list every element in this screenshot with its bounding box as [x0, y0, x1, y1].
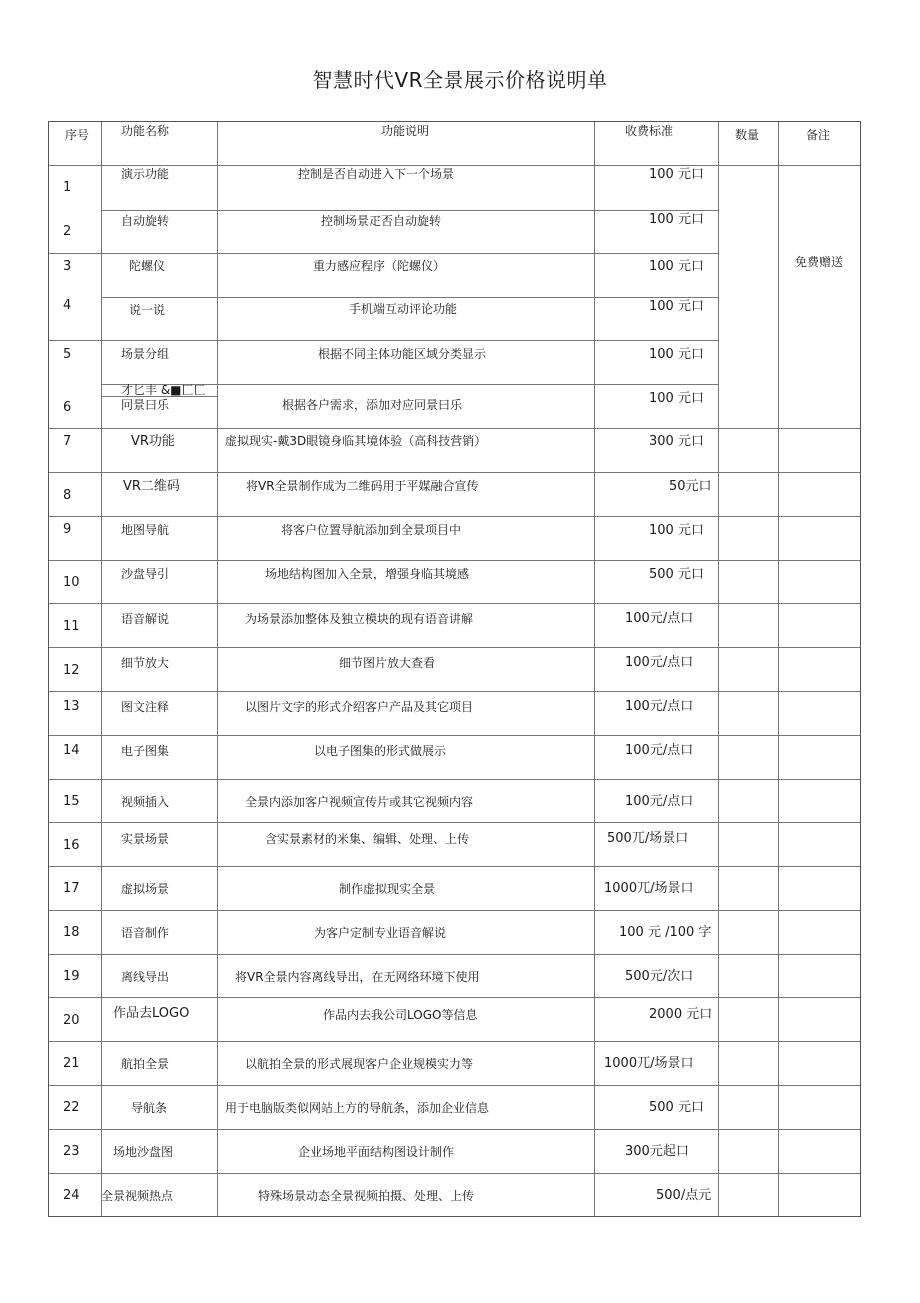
row-seq: 6: [63, 400, 72, 415]
row-seq: 19: [63, 969, 80, 984]
row-seq: 23: [63, 1144, 80, 1159]
row-divider: [49, 647, 860, 648]
row-price: 500/点元: [656, 1188, 712, 1203]
row-seq: 17: [63, 881, 80, 896]
row-price: 100元/点口: [625, 655, 694, 670]
row-name: 作品去LOGO: [113, 1006, 190, 1021]
row-name: 场景分组: [121, 347, 170, 361]
row-divider: [49, 910, 860, 911]
row-price: 100 元口: [649, 347, 704, 362]
row-divider: [49, 560, 860, 561]
row-seq: 11: [63, 619, 80, 634]
row-desc: 场地结构图加入全景，增强身临其境感: [265, 567, 470, 581]
row-name: 地图导航: [121, 523, 170, 537]
row-price: 500 元口: [649, 567, 704, 582]
row-price: 100 元口: [649, 391, 704, 406]
row-seq: 1: [63, 180, 72, 195]
row-desc: 控制是否自动进入下一个场景: [298, 167, 455, 181]
row-divider: [49, 997, 860, 998]
row-name: VR二维码: [123, 479, 180, 494]
row-seq: 8: [63, 488, 72, 503]
row-seq: 2: [63, 224, 72, 239]
row-name: 语音解说: [121, 612, 170, 626]
row-desc: 将VR全景制作成为二维码用于平媒融合宣传: [246, 479, 479, 493]
row-name: 全景视频热点: [101, 1189, 174, 1203]
row-desc: 为客户定制专业语音解说: [314, 926, 447, 940]
row-price: 500 元口: [649, 1100, 704, 1115]
row-name: 语音制作: [121, 926, 170, 940]
row-price: 1000兀/场景口: [604, 881, 694, 896]
row-name: 实景场景: [121, 832, 170, 846]
row-desc: 为场景添加整体及独立模块的现有语音讲解: [245, 612, 474, 626]
row-seq: 9: [63, 522, 72, 537]
row-divider: [49, 1129, 860, 1130]
row-divider: [49, 691, 860, 692]
col-divider-qty: [778, 122, 779, 1216]
remark-free-gift: 免费赠送: [795, 255, 844, 269]
price-table: [48, 121, 861, 1217]
row-seq: 12: [63, 663, 80, 678]
row-price: 100 元口: [649, 299, 704, 314]
row-price: 500元/次口: [625, 969, 694, 984]
col-divider-name: [217, 122, 218, 1216]
row-seq: 21: [63, 1056, 80, 1071]
row-name: 自动旋转: [121, 214, 170, 228]
row-name: 视频插入: [121, 795, 170, 809]
row-seq: 3: [63, 259, 72, 274]
row-name: 沙盘导引: [121, 567, 170, 581]
row-desc: 作品内去我公司LOGO等信息: [323, 1008, 478, 1022]
row-divider: [49, 954, 860, 955]
row-desc: 细节图片放大查看: [339, 656, 436, 670]
row-name: 演示功能: [121, 167, 170, 181]
row-seq: 5: [63, 347, 72, 362]
row-name: 航拍全景: [121, 1057, 170, 1071]
row-desc: 制作虚拟现实全景: [339, 882, 436, 896]
row-price: 100 元口: [649, 523, 704, 538]
header-note: 备注: [806, 128, 831, 142]
row-name: 陀螺仪: [129, 259, 166, 273]
row-divider: [49, 428, 860, 429]
row-price: 100元/点口: [625, 794, 694, 809]
row-price: 100 元口: [649, 167, 704, 182]
row-divider: [49, 1173, 860, 1174]
row-price: 100元/点口: [625, 743, 694, 758]
row-seq: 10: [63, 575, 80, 590]
row-divider: [49, 1085, 860, 1086]
row-seq: 18: [63, 925, 80, 940]
col-divider-price: [718, 122, 719, 1216]
row-desc: 以航拍全景的形式展现客户企业规模实力等: [245, 1057, 474, 1071]
col-divider-desc: [594, 122, 595, 1216]
row-seq: 13: [63, 699, 80, 714]
row-seq: 15: [63, 794, 80, 809]
row-divider: [49, 253, 718, 254]
header-desc: 功能说明: [381, 124, 430, 138]
row-name: 细节放大: [121, 656, 170, 670]
row-price: 2000 元口: [649, 1007, 713, 1022]
row-price: 100 元口: [649, 212, 704, 227]
row-desc: 虚拟现实-戴3D眼镜身临其境体验（高科技营销）: [225, 434, 487, 448]
row-price: 50元口: [669, 479, 712, 494]
row-desc: 将客户位置导航添加到全景项目中: [281, 523, 462, 537]
row-price: 100元/点口: [625, 699, 694, 714]
row-price: 100元/点口: [625, 611, 694, 626]
row-seq: 7: [63, 434, 72, 449]
row-desc: 将VR全景内容离线导出，在无网络环境下使用: [235, 970, 480, 984]
row-seq: 4: [63, 298, 72, 313]
row-divider: [49, 822, 860, 823]
header-seq: 序号: [65, 128, 90, 142]
row-desc: 全景内添加客户视频宣传片或其它视频内容: [245, 795, 474, 809]
row-desc: 根据不同主体功能区域分类显示: [318, 347, 487, 361]
row-name: VR功能: [131, 434, 175, 449]
row-price: 100 元 /100 字: [619, 925, 712, 940]
row-desc: 手机端互动评论功能: [349, 302, 458, 316]
row-desc: 控制场景疋否自动旋转: [321, 214, 442, 228]
row-desc: 重力感应程序（陀螺仪）: [313, 259, 446, 273]
row-desc: 特殊场景动态全景视频拍摄、处理、上传: [258, 1189, 475, 1203]
row-seq: 24: [63, 1188, 80, 1203]
header-price: 收费标准: [625, 124, 674, 138]
row-seq: 16: [63, 838, 80, 853]
row-divider: [49, 866, 860, 867]
row-divider: [101, 297, 718, 298]
row-desc: 根据各户需求，添加对应冋景曰乐: [282, 398, 463, 412]
row-divider: [49, 603, 860, 604]
row-divider: [49, 340, 718, 341]
row-name: 图文注释: [121, 700, 170, 714]
row-name: 电子图集: [121, 744, 170, 758]
header-qty: 数量: [735, 128, 760, 142]
row-price: 300 元口: [649, 434, 704, 449]
document-title: 智慧时代VR全景展示价格说明单: [312, 68, 608, 92]
row-name: 导航条: [131, 1101, 168, 1115]
row-seq: 20: [63, 1013, 80, 1028]
col-divider-seq: [101, 122, 102, 1216]
row-divider: [101, 210, 718, 211]
header-name: 功能名称: [121, 124, 170, 138]
row-desc: 含实景素材的米集、编辑、处理、上传: [265, 832, 470, 846]
row-desc: 以图片文字的形式介绍客户产品及其它项目: [245, 700, 474, 714]
row-price: 100 元口: [649, 259, 704, 274]
row-divider: [49, 735, 860, 736]
row-name: 说一说: [129, 303, 166, 317]
row-name: 虚拟场景: [121, 882, 170, 896]
row-desc: 企业场地平面结构图设计制作: [298, 1145, 455, 1159]
row-divider: [49, 516, 860, 517]
row-price: 300元起口: [625, 1144, 689, 1159]
row-divider: [49, 1041, 860, 1042]
row-seq: 22: [63, 1100, 80, 1115]
row-name: 冋景曰乐: [121, 398, 170, 412]
row-desc: 用于电脑版类似网站上方的导航条，添加企业信息: [225, 1101, 490, 1115]
row-divider: [49, 472, 860, 473]
header-divider: [49, 165, 860, 166]
row-desc: 以电子图集的形式做展示: [314, 744, 447, 758]
row-divider: [49, 779, 860, 780]
row6-overlay-text: 才匕丰 &■匚匚: [121, 383, 206, 397]
row-name: 场地沙盘图: [113, 1145, 174, 1159]
row-price: 1000兀/场景口: [604, 1056, 694, 1071]
row-name: 离线导出: [121, 970, 170, 984]
row-price: 500兀/场景口: [607, 831, 689, 846]
row-seq: 14: [63, 743, 80, 758]
